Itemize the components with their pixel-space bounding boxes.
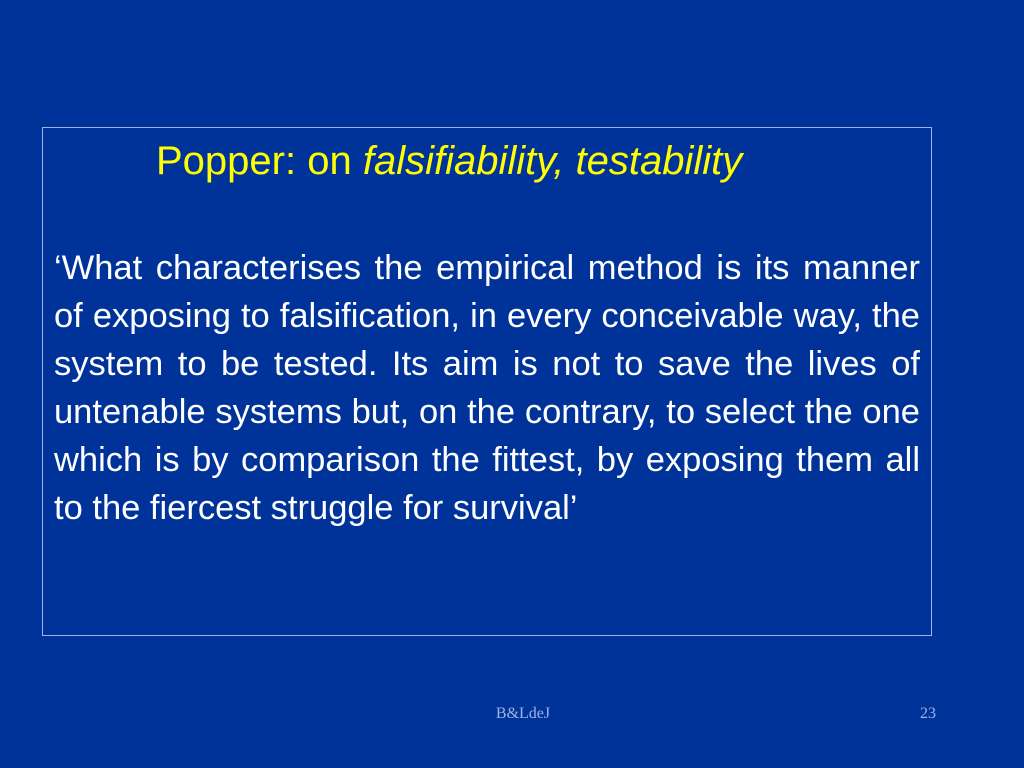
page-number: 23 (920, 705, 936, 722)
footer-author: B&LdeJ (495, 705, 551, 722)
title-emphasis: falsifiability, testability (362, 139, 743, 183)
title-prefix: Popper: on (156, 139, 363, 183)
slide-title (0, 137, 1024, 185)
quote-text: ‘What characterises the empirical method is its manner of exposing to falsification, in every conceivable way, the system to be tested. Its aim is not to save the lives of untenable systems but, on the contrary, to select the one which is by comparison the fittest, by exposing them all to the fiercest struggle for survival’ (54, 249, 920, 527)
